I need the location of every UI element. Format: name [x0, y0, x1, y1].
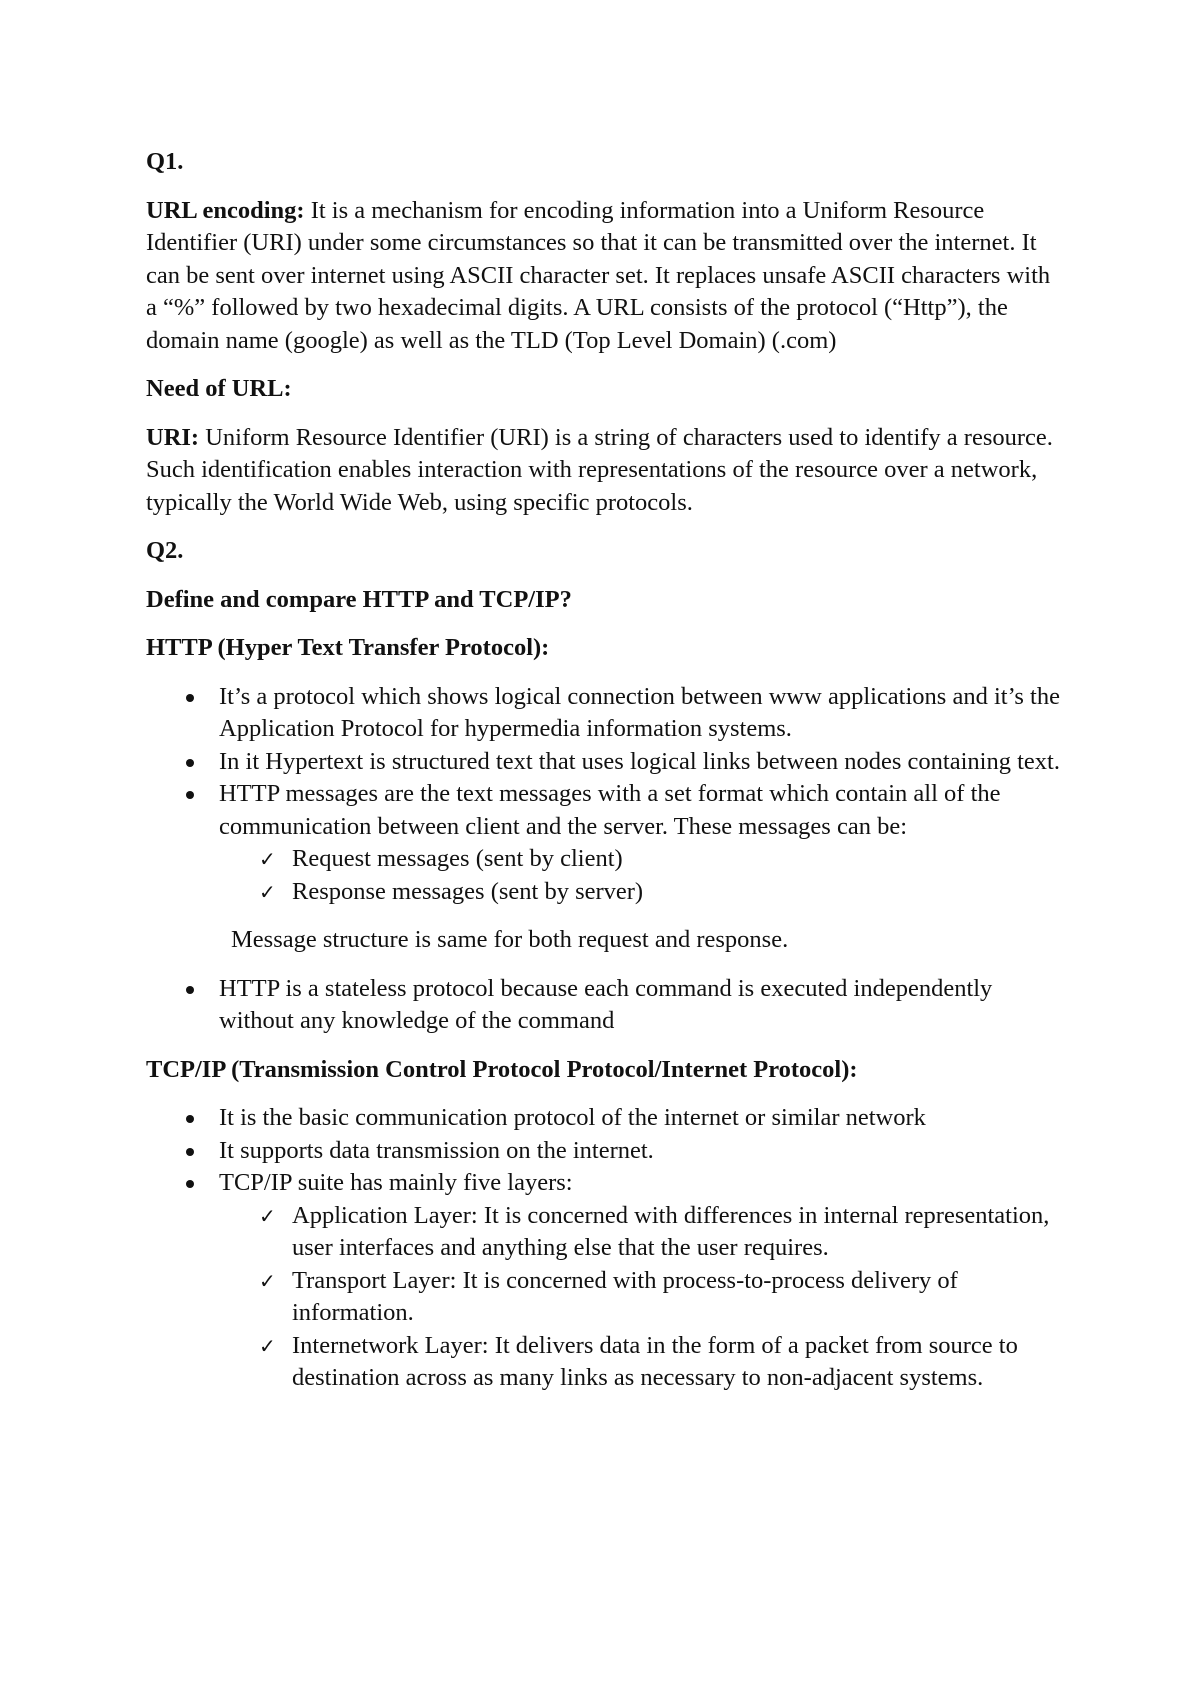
uri-label: URI: — [146, 423, 200, 451]
tcp-ip-heading: TCP/IP (Transmission Control Protocol Protocol/Internet Protocol): — [146, 1055, 858, 1083]
uri-paragraph — [146, 422, 1060, 520]
url-encoding-label: URL encoding: — [146, 196, 305, 224]
http-heading: HTTP (Hyper Text Transfer Protocol): — [146, 634, 550, 661]
checkmark-icon: ✓ — [259, 1203, 276, 1228]
list-item: ✓ Response messages (sent by server) — [219, 876, 1060, 909]
tcp-layer-list — [219, 1200, 1060, 1395]
list-item: It supports data transmission on the internet. — [146, 1135, 1060, 1168]
list-item: ✓ Request messages (sent by client) — [219, 843, 1060, 876]
checkmark-icon: ✓ — [259, 879, 276, 904]
list-item: It’s a protocol which shows logical connection between www applications and it’s the Application Protocol for hypermedia information systems. — [146, 681, 1060, 746]
http-bullet-list — [146, 681, 1060, 909]
list-item: In it Hypertext is structured text that uses logical links between nodes containing text. — [146, 746, 1060, 779]
list-item: ✓ Transport Layer: It is concerned with process-to-process delivery of information. — [259, 1266, 958, 1326]
tcp-bullet-list — [146, 1102, 1060, 1395]
message-structure-note: Message structure is same for both request and response. — [231, 926, 789, 953]
list-item: It is the basic communication protocol of the internet or similar network — [146, 1102, 1060, 1135]
q1-heading: Q1. — [146, 148, 184, 175]
list-item: TCP/IP suite has mainly five layers: ✓ Application Layer: It is concerned with differences in internal representation, user interfaces and anything else that the user requires. ✓ Transport Layer: It is concerned with process-to-process delivery of information. ✓ Internetwork Layer: It delivers data in the form of a packet from source to destination across as many links as necessary to non-adjacent systems. — [146, 1167, 1060, 1395]
list-item: HTTP messages are the text messages with a set format which contain all of the communication between client and the server. These messages can be: ✓ Request messages (sent by client) ✓ Response messages (sent by server) — [146, 778, 1060, 908]
q2-heading: Q2. — [146, 537, 184, 564]
list-item: ✓ Internetwork Layer: It delivers data in the form of a packet from source to destination across as many links as necessary to non-adjacent systems. — [259, 1331, 1018, 1391]
url-encoding-text: It is a mechanism for encoding information into a Uniform Resource Identifier (URI) under some circumstances so that it can be transmitted over the internet. It can be sent over internet using ASCII character set. It replaces unsafe ASCII characters with a “%” followed by two hexadecimal digits. A URL consists of the protocol (“Http”), the domain name (google) as well as the TLD (Top Level Domain) (.com) — [146, 196, 1051, 354]
http-message-types — [219, 843, 1060, 908]
http-bullet-list-cont — [146, 973, 1060, 1038]
url-encoding-paragraph — [146, 195, 1060, 358]
checkmark-icon: ✓ — [259, 1333, 276, 1358]
list-item: HTTP is a stateless protocol because each command is executed independently without any knowledge of the command — [146, 973, 1060, 1038]
checkmark-icon: ✓ — [259, 1268, 276, 1293]
checkmark-icon: ✓ — [259, 847, 276, 871]
list-item: ✓ Application Layer: It is concerned with differences in internal representation, user interfaces and anything else that the user requires. — [259, 1201, 1050, 1261]
q2-question: Define and compare HTTP and TCP/IP? — [146, 585, 572, 613]
need-of-url-heading: Need of URL: — [146, 375, 292, 402]
uri-text: Uniform Resource Identifier (URI) is a string of characters used to identify a resource. Such identification enables interaction with representations of the resource over a network, typically the World Wide Web, using specific protocols. — [146, 423, 1053, 516]
